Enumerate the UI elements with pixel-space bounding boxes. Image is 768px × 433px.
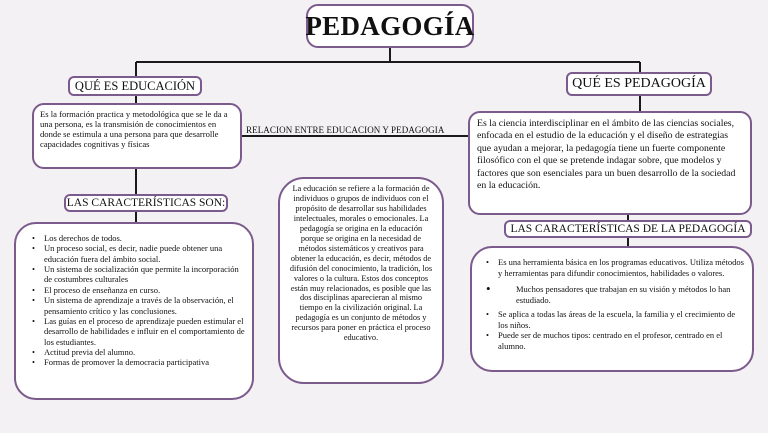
educacion-characteristics-list [32, 233, 246, 368]
relation-label: RELACION ENTRE EDUCACION Y PEDAGOGIA [246, 125, 445, 135]
educacion-characteristics-box [14, 222, 254, 400]
list-item: • Actitud previa del alumno. [32, 347, 246, 357]
list-item: • Muchos pensadores que trabajan en su visión y métodos lo han estudiado. [486, 284, 744, 305]
heading-que-es-pedagogia: QUÉ ES PEDAGOGÍA [566, 72, 712, 96]
list-item: • Un proceso social, es decir, nadie puede obtener una educación fuera del ámbito social. [32, 243, 246, 264]
pedagogia-definition-text: Es la ciencia interdisciplinar en el ámbito de las ciencias sociales, enfocada en el estudio de la educación y el diseño de estrategias que ayudan a mejorar, la pedagogía tiene un fuerte componente filosófico con el que se pretende indagar sobre, que modelos y factores que son esenciales para un buen desarrollo de la sociedad en la educación. [477, 118, 736, 192]
page-title: PEDAGOGÍA [306, 4, 474, 48]
pedagogia-definition-box [468, 111, 752, 215]
pedagogia-characteristics-box [470, 246, 754, 372]
list-item: • Un sistema de aprendizaje a través de la observación, el pensamiento crítico y las conclusiones. [32, 295, 246, 316]
educacion-definition-text: Es la formación practica y metodológica que se le da a una persona, es la transmisión de conocimientos en donde se estimula a una persona para que desarrolle capacidades cognitivas y físicas [40, 109, 228, 150]
heading-caracteristicas-pedagogia: LAS CARACTERÍSTICAS DE LA PEDAGOGÍA [504, 220, 752, 238]
educacion-definition-box [32, 103, 242, 169]
heading-que-es-educacion: QUÉ ES EDUCACIÓN [68, 76, 202, 96]
list-item: • Es una herramienta básica en los programas educativos. Utiliza métodos y herramientas para difundir conocimientos, habilidades o valores. [486, 257, 744, 278]
list-item: • El proceso de enseñanza en curso. [32, 285, 246, 295]
list-item: • Formas de promover la democracia participativa [32, 357, 246, 367]
relation-text: La educación se refiere a la formación de individuos o grupos de individuos con el propósito de desarrollar sus habilidades intelectuales, morales o emocionales. La pedagogía se origina en la educación porque se origina en la necesidad de métodos sistemáticos y creativos para obtener la educación, es decir, métodos de difusión del conocimiento, la tradición, los valores o la cultura. Estos dos conceptos están muy relacionados, es posible que las dos disciplinas aparecieran al mismo tiempo en la civilización original. La pedagogía es un conjunto de métodos y recursos para poner en práctica el proceso educativo. [289, 184, 433, 343]
heading-caracteristicas-educacion: LAS CARACTERÍSTICAS SON: [64, 194, 228, 212]
list-item: • Puede ser de muchos tipos: centrado en el profesor, centrado en el alumno. [486, 330, 744, 351]
list-item: • Se aplica a todas las áreas de la escuela, la familia y el crecimiento de los niños. [486, 309, 744, 330]
relation-box [278, 177, 444, 384]
pedagogia-characteristics-list [486, 257, 744, 351]
list-item: • Las guías en el proceso de aprendizaje pueden estimular el desarrollo de habilidades e influir en el comportamiento de los estudiantes. [32, 316, 246, 347]
list-item: • Un sistema de socialización que permite la incorporación de costumbres culturales [32, 264, 246, 285]
list-item: • Los derechos de todos. [32, 233, 246, 243]
